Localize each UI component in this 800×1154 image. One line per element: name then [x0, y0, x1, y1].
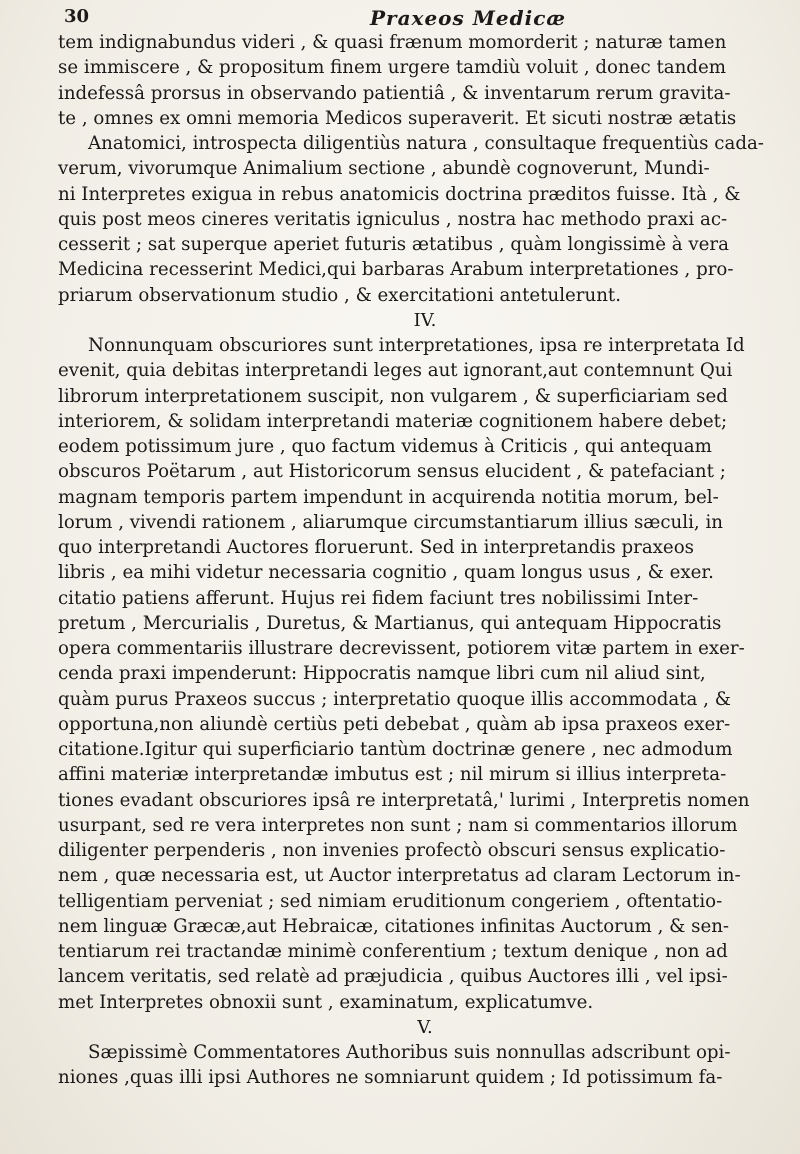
text-line: opera commentariis illustrare decrevissent, potiorem vitæ partem in exer- [58, 638, 745, 659]
text-line: ni Interpretes exigua in rebus anatomicis doctrina præditos fuisse. Ità , & [58, 183, 741, 205]
text-line: cenda praxi impenderunt: Hippocratis namque libri cum nil aliud sint, [58, 663, 706, 685]
page-number: 30 [64, 6, 90, 27]
text-line: obscuros Poëtarum , aut Historicorum sensus elucident , & patefaciant ; [58, 461, 726, 483]
text-line: citatio patiens afferunt. Hujus rei fidem faciunt tres nobilissimi Inter- [58, 587, 699, 609]
text-line: met Interpretes obnoxii sunt , examinatum, explicatumve. [58, 991, 594, 1013]
text-line: pretum , Mercurialis , Duretus, & Martianus, qui antequam Hippocratis [58, 612, 722, 634]
text-line: nem linguæ Græcæ,aut Hebraicæ, citationes infinitas Auctorum , & sen- [58, 915, 730, 937]
text-line: diligenter perpenderis , non invenies profectò obscuri sensus explicatio- [58, 840, 726, 861]
text-line: cesserit ; sat superque aperiet futuris ætatibus , quàm longissimè à vera [58, 234, 729, 255]
text-line: quàm purus Praxeos succus ; interpretatio quoque illis accommodata , & [58, 688, 731, 710]
text-line: affini materiæ interpretandæ imbutus est ; nil mirum si illius interpreta- [58, 764, 727, 786]
text-line: tentiarum rei tractandæ minimè conferentium ; textum denique , non ad [58, 941, 728, 962]
text-line: eodem potissimum jure , quo factum videmus à Criticis , qui antequam [58, 436, 712, 457]
text-line: telligentiam perveniat ; sed nimiam eruditionum congeriem , oftentatio- [58, 890, 723, 912]
text-line: quo interpretandi Auctores floruerunt. Sed in interpretandis praxeos [58, 537, 694, 558]
text-line: librorum interpretationem suscipit, non vulgarem , & superficiariam sed [58, 385, 728, 407]
text-line: te , omnes ex omni memoria Medicos superaverit. Et sicuti nostræ ætatis [58, 107, 737, 129]
text-line: verum, vivorumque Animalium sectione , abundè cognoverunt, Mundi- [58, 158, 710, 180]
section-number: IV. [413, 309, 437, 331]
section-number: V. [417, 1016, 433, 1038]
running-head: Praxeos Medicæ [370, 6, 567, 30]
text-line: tiones evadant obscuriores ipsâ re interpretatâ,' lurimi , Interpretis nomen [58, 789, 750, 811]
text-line: indefessâ prorsus in observando patientiâ , & inventarum rerum gravita- [58, 82, 731, 104]
text-line: priarum observationum studio , & exercitationi antetulerunt. [58, 284, 622, 306]
text-line: Anatomici, introspecta diligentiùs natura , consultaque frequentiùs cada- [88, 133, 764, 154]
text-line: Sæpissimè Commentatores Authoribus suis nonnullas adscribunt opi- [88, 1042, 731, 1063]
text-line: interiorem, & solidam interpretandi materiæ cognitionem habere debet; [58, 410, 728, 432]
text-line: Nonnunquam obscuriores sunt interpretationes, ipsa re interpretata Id [88, 335, 745, 356]
text-line: libris , ea mihi videtur necessaria cognitio , quam longus usus , & exer. [58, 562, 714, 584]
text-line: nem , quæ necessaria est, ut Auctor interpretatus ad claram Lectorum in- [58, 865, 741, 887]
text-line: tem indignabundus videri , & quasi frænum momorderit ; naturæ tamen [58, 32, 727, 53]
text-line: opportuna,non aliundè certiùs peti debebat , quàm ab ipsa praxeos exer- [58, 713, 731, 735]
text-line: lancem veritatis, sed relatè ad præjudicia , quibus Auctores illi , vel ipsi- [58, 966, 728, 988]
text-line: usurpant, sed re vera interpretes non sunt ; nam si commentarios illorum [58, 814, 738, 836]
text-line: lorum , vivendi rationem , aliarumque circumstantiarum illius sæculi, in [58, 511, 723, 533]
text-line: magnam temporis partem impendunt in acquirenda notitia morum, bel- [58, 486, 719, 508]
body-text [58, 30, 768, 1091]
page-header [0, 6, 800, 30]
text-line: citatione.Igitur qui superficiario tantùm doctrinæ genere , nec admodum [58, 739, 733, 760]
text-line: se immiscere , & propositum finem urgere tamdiù voluit , donec tandem [58, 57, 726, 79]
text-line: quis post meos cineres veritatis igniculus , nostra hac methodo praxi ac- [58, 208, 728, 230]
text-line: niones ,quas illi ipsi Authores ne somniarunt quidem ; Id potissimum fa- [58, 1067, 723, 1089]
text-line: evenit, quia debitas interpretandi leges aut ignorant,aut contemnunt Qui [58, 360, 733, 382]
text-line: Medicina recesserint Medici,qui barbaras Arabum interpretationes , pro- [58, 259, 734, 281]
